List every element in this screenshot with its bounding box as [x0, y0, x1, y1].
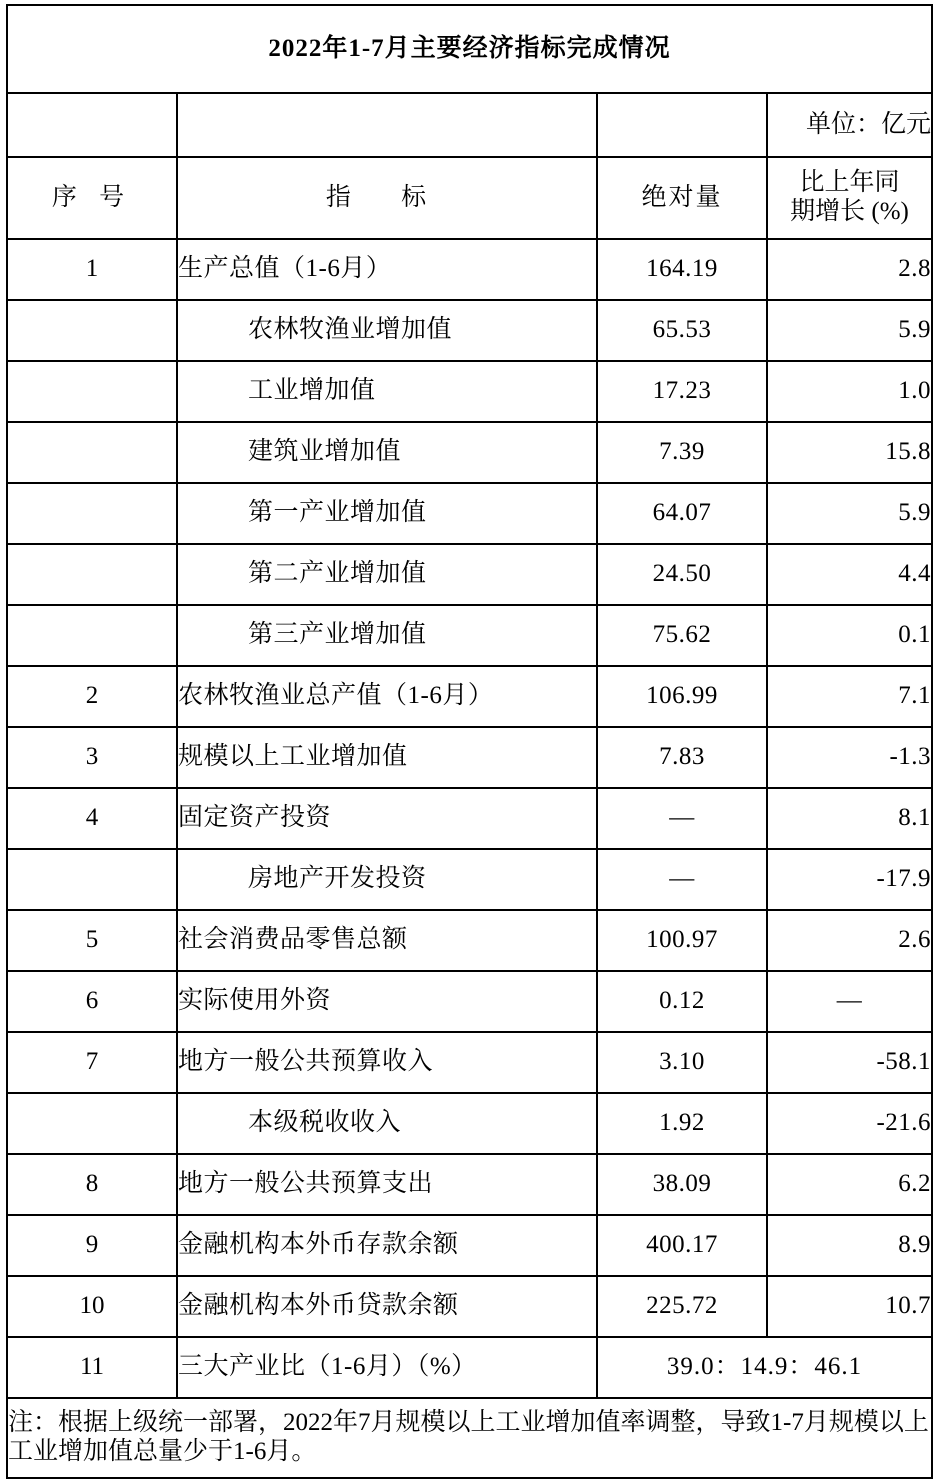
table-row: [7, 849, 932, 910]
row-seq: 9: [7, 1215, 177, 1276]
column-header-absolute: 绝对量: [597, 157, 767, 239]
table-note: 注：根据上级统一部署，2022年7月规模以上工业增加值率调整，导致1-7月规模以上工业增加值总量少于1-6月。: [7, 1398, 932, 1478]
row-seq: [7, 361, 177, 422]
row-indicator: 建筑业增加值: [177, 422, 597, 483]
row-growth: 8.1: [767, 788, 932, 849]
row-absolute: 75.62: [597, 605, 767, 666]
table-row: [7, 727, 932, 788]
row-growth: 5.9: [767, 300, 932, 361]
row-absolute: —: [597, 788, 767, 849]
row-growth: -21.6: [767, 1093, 932, 1154]
column-header-seq: 序 号: [7, 157, 177, 239]
table-row-merged: [7, 1337, 932, 1398]
row-absolute: 38.09: [597, 1154, 767, 1215]
table-row: [7, 1154, 932, 1215]
row-seq: 1: [7, 239, 177, 300]
page-title: 2022年1-7月主要经济指标完成情况: [7, 5, 932, 93]
row-seq: 8: [7, 1154, 177, 1215]
row-indicator: 第三产业增加值: [177, 605, 597, 666]
title-row: [7, 5, 932, 93]
row-indicator: 生产总值（1-6月）: [177, 239, 597, 300]
row-growth: 2.6: [767, 910, 932, 971]
row-growth: 8.9: [767, 1215, 932, 1276]
row-seq: [7, 422, 177, 483]
unit-blank-indicator: [177, 93, 597, 157]
unit-blank-absolute: [597, 93, 767, 157]
row-indicator: 工业增加值: [177, 361, 597, 422]
table-row: [7, 1276, 932, 1337]
row-seq: 7: [7, 1032, 177, 1093]
row-growth: 1.0: [767, 361, 932, 422]
row-seq: 5: [7, 910, 177, 971]
table-row: [7, 1032, 932, 1093]
note-row: [7, 1398, 932, 1478]
row-indicator: 农林牧渔业增加值: [177, 300, 597, 361]
row-indicator: 金融机构本外币贷款余额: [177, 1276, 597, 1337]
table-row: [7, 483, 932, 544]
column-header-growth-line1: 比上年同: [799, 169, 900, 197]
table-row: [7, 788, 932, 849]
table-row: [7, 666, 932, 727]
row-seq: 11: [7, 1337, 177, 1398]
row-growth: 4.4: [767, 544, 932, 605]
table-row: [7, 239, 932, 300]
column-header-indicator: 指 标: [177, 157, 597, 239]
row-indicator: 房地产开发投资: [177, 849, 597, 910]
row-seq: 6: [7, 971, 177, 1032]
row-absolute: 24.50: [597, 544, 767, 605]
row-growth: 0.1: [767, 605, 932, 666]
table-row: [7, 300, 932, 361]
row-indicator: 固定资产投资: [177, 788, 597, 849]
table-row: [7, 971, 932, 1032]
row-absolute: —: [597, 849, 767, 910]
row-growth: -58.1: [767, 1032, 932, 1093]
row-growth: 2.8: [767, 239, 932, 300]
row-absolute: 17.23: [597, 361, 767, 422]
row-absolute: 7.83: [597, 727, 767, 788]
row-seq: [7, 544, 177, 605]
row-growth: 5.9: [767, 483, 932, 544]
table-row: [7, 605, 932, 666]
row-indicator: 地方一般公共预算支出: [177, 1154, 597, 1215]
row-seq: 4: [7, 788, 177, 849]
table-row: [7, 361, 932, 422]
row-growth: -1.3: [767, 727, 932, 788]
row-absolute: 1.92: [597, 1093, 767, 1154]
row-absolute: 3.10: [597, 1032, 767, 1093]
row-indicator: 社会消费品零售总额: [177, 910, 597, 971]
row-indicator: 第二产业增加值: [177, 544, 597, 605]
row-indicator: 金融机构本外币存款余额: [177, 1215, 597, 1276]
row-seq: 2: [7, 666, 177, 727]
table-header-row: [7, 157, 932, 239]
row-absolute: 64.07: [597, 483, 767, 544]
row-indicator: 第一产业增加值: [177, 483, 597, 544]
table-row: [7, 544, 932, 605]
row-indicator: 规模以上工业增加值: [177, 727, 597, 788]
row-indicator: 实际使用外资: [177, 971, 597, 1032]
row-growth: 7.1: [767, 666, 932, 727]
row-absolute: 164.19: [597, 239, 767, 300]
row-absolute: 7.39: [597, 422, 767, 483]
economic-indicators-table: [6, 4, 933, 1479]
row-seq: [7, 605, 177, 666]
row-absolute: 400.17: [597, 1215, 767, 1276]
row-growth: 6.2: [767, 1154, 932, 1215]
row-growth: 10.7: [767, 1276, 932, 1337]
row-absolute: 100.97: [597, 910, 767, 971]
row-merged-value: 39.0：14.9：46.1: [597, 1337, 932, 1398]
table-row: [7, 910, 932, 971]
row-indicator: 农林牧渔业总产值（1-6月）: [177, 666, 597, 727]
row-absolute: 0.12: [597, 971, 767, 1032]
row-absolute: 106.99: [597, 666, 767, 727]
column-header-growth: [767, 157, 932, 239]
row-seq: [7, 849, 177, 910]
row-seq: [7, 300, 177, 361]
table-row: [7, 1093, 932, 1154]
row-seq: 3: [7, 727, 177, 788]
unit-row: [7, 93, 932, 157]
row-indicator: 三大产业比（1-6月）（%）: [177, 1337, 597, 1398]
table-row: [7, 422, 932, 483]
row-absolute: 225.72: [597, 1276, 767, 1337]
table-row: [7, 1215, 932, 1276]
row-growth: -17.9: [767, 849, 932, 910]
row-absolute: 65.53: [597, 300, 767, 361]
row-growth: 15.8: [767, 422, 932, 483]
row-growth: —: [767, 971, 932, 1032]
row-seq: [7, 1093, 177, 1154]
row-seq: 10: [7, 1276, 177, 1337]
unit-label: 单位：亿元: [767, 93, 932, 157]
unit-blank-seq: [7, 93, 177, 157]
row-indicator: 本级税收收入: [177, 1093, 597, 1154]
row-indicator: 地方一般公共预算收入: [177, 1032, 597, 1093]
column-header-growth-line2: 期增长 (%): [790, 198, 909, 225]
row-seq: [7, 483, 177, 544]
